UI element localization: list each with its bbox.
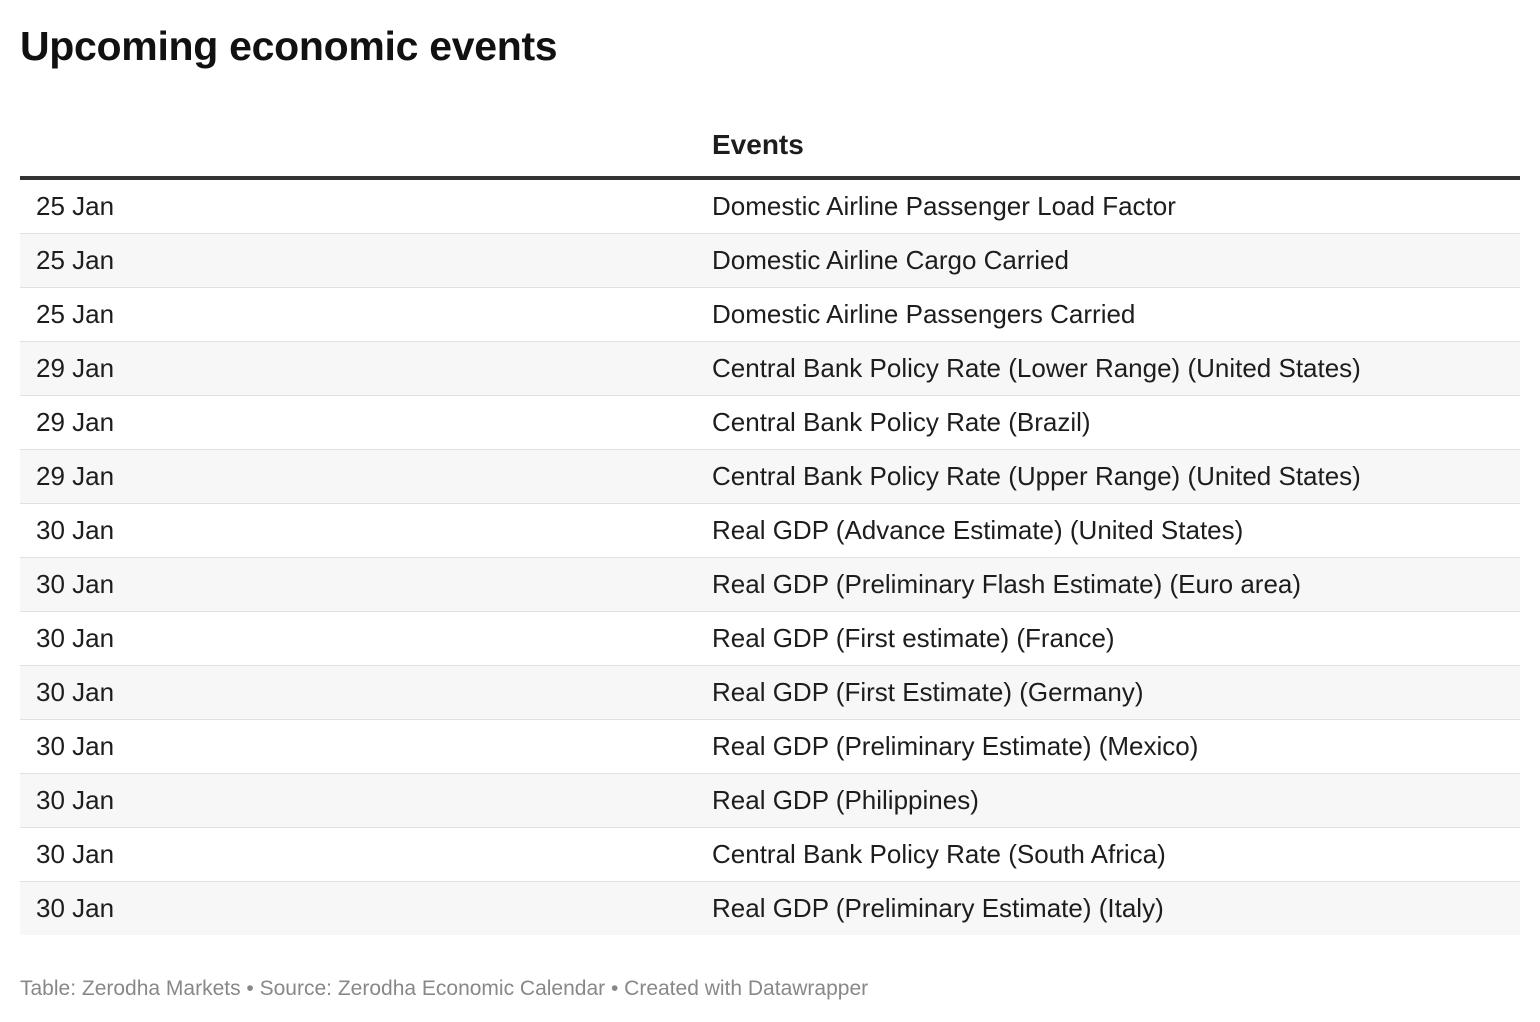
cell-event: Real GDP (First Estimate) (Germany) [712,666,1520,720]
cell-date: 30 Jan [20,720,712,774]
cell-date: 30 Jan [20,666,712,720]
column-header-date [20,114,712,178]
cell-event: Central Bank Policy Rate (South Africa) [712,828,1520,882]
events-table [20,114,1520,935]
cell-event: Real GDP (First estimate) (France) [712,612,1520,666]
cell-date: 25 Jan [20,288,712,342]
cell-event: Domestic Airline Passengers Carried [712,288,1520,342]
table-body [20,178,1520,935]
cell-date: 30 Jan [20,612,712,666]
cell-date: 30 Jan [20,828,712,882]
cell-event: Real GDP (Philippines) [712,774,1520,828]
cell-date: 29 Jan [20,450,712,504]
cell-date: 30 Jan [20,774,712,828]
column-header-events: Events [712,114,1520,178]
cell-date: 29 Jan [20,396,712,450]
table-row [20,558,1520,612]
table-row [20,178,1520,234]
cell-event: Real GDP (Advance Estimate) (United States) [712,504,1520,558]
cell-date: 30 Jan [20,882,712,936]
chart-footer: Table: Zerodha Markets • Source: Zerodha Economic Calendar • Created with Datawrapper [20,977,869,1000]
cell-event: Real GDP (Preliminary Estimate) (Mexico) [712,720,1520,774]
table-row [20,828,1520,882]
table-row [20,504,1520,558]
cell-date: 30 Jan [20,504,712,558]
table-row [20,234,1520,288]
page-title: Upcoming economic events [20,23,558,69]
cell-event: Central Bank Policy Rate (Upper Range) (United States) [712,450,1520,504]
cell-date: 25 Jan [20,178,712,234]
cell-date: 29 Jan [20,342,712,396]
cell-event: Central Bank Policy Rate (Brazil) [712,396,1520,450]
table-row [20,342,1520,396]
table-row [20,774,1520,828]
table-row [20,396,1520,450]
cell-event: Domestic Airline Passenger Load Factor [712,178,1520,234]
table-row [20,288,1520,342]
cell-date: 25 Jan [20,234,712,288]
cell-event: Central Bank Policy Rate (Lower Range) (United States) [712,342,1520,396]
cell-event: Domestic Airline Cargo Carried [712,234,1520,288]
table-row [20,882,1520,936]
cell-event: Real GDP (Preliminary Flash Estimate) (Euro area) [712,558,1520,612]
table-row [20,450,1520,504]
cell-event: Real GDP (Preliminary Estimate) (Italy) [712,882,1520,936]
table-row [20,612,1520,666]
table-header-row [20,114,1520,178]
table-row [20,666,1520,720]
cell-date: 30 Jan [20,558,712,612]
chart-container [20,0,1520,923]
table-row [20,720,1520,774]
